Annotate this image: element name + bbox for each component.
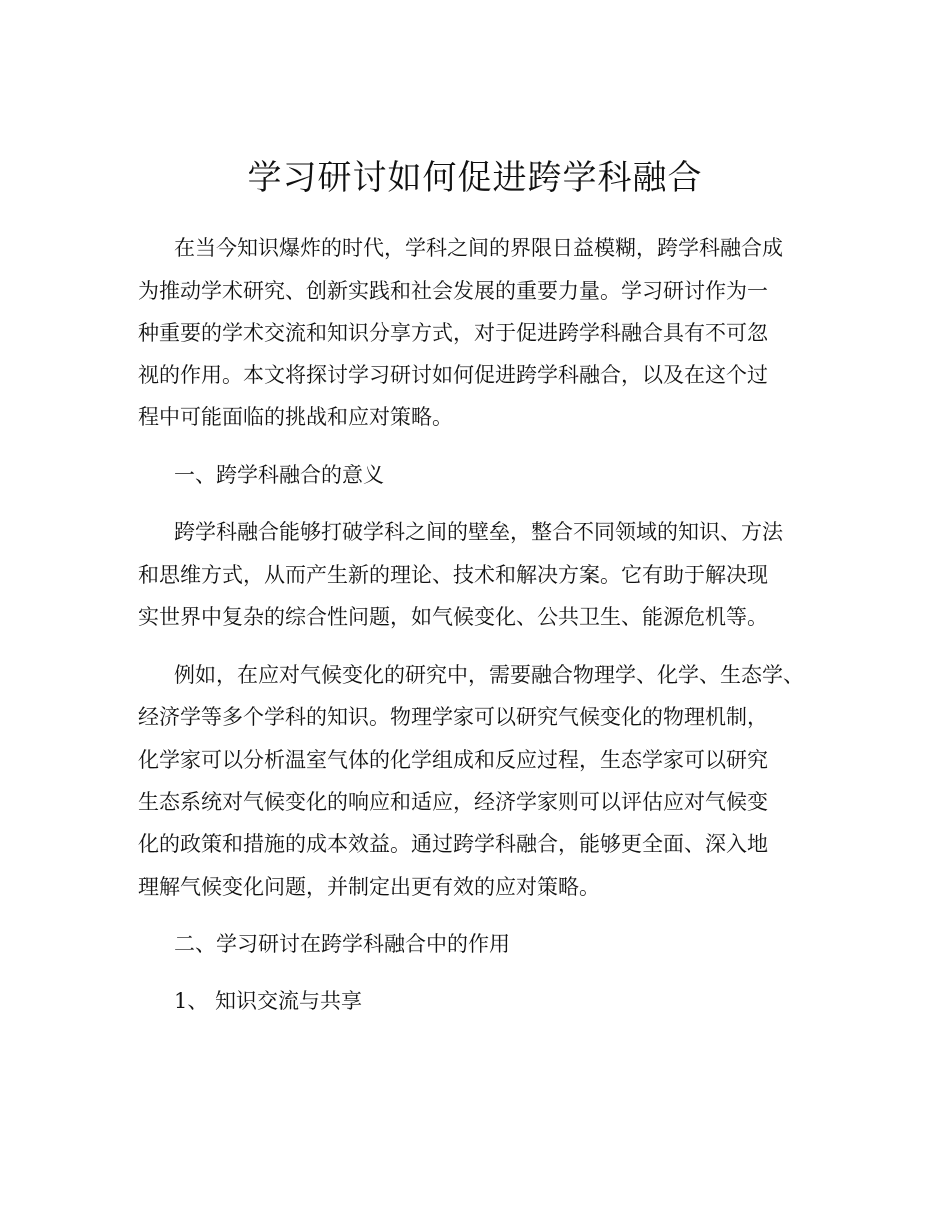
section1-para1-line-2: 和思维方式，从而产生新的理论、技术和解决方案。它有助于解决现 <box>138 563 768 587</box>
section1-para2-line-6: 理解气候变化问题，并制定出更有效的应对策略。 <box>138 875 600 899</box>
intro-line-5: 程中可能面临的挑战和应对策略。 <box>138 405 453 429</box>
section1-heading: 一、跨学科融合的意义 <box>174 463 384 487</box>
section1-para2-line-2: 经济学等多个学科的知识。物理学家可以研究气候变化的物理机制， <box>138 705 768 729</box>
section1-para2-line-3: 化学家可以分析温室气体的化学组成和反应过程，生态学家可以研究 <box>138 748 768 772</box>
section1-para2-line-5: 化的政策和措施的成本效益。通过跨学科融合，能够更全面、深入地 <box>138 832 768 856</box>
section2-heading: 二、学习研讨在跨学科融合中的作用 <box>174 932 510 956</box>
section1-para2-line-4: 生态系统对气候变化的响应和适应，经济学家则可以评估应对气候变 <box>138 790 768 814</box>
subsection1-heading: 1、 知识交流与共享 <box>174 989 363 1013</box>
section1-para2-line-1: 例如，在应对气候变化的研究中，需要融合物理学、化学、生态学、 <box>174 663 804 687</box>
intro-line-4: 视的作用。本文将探讨学习研讨如何促进跨学科融合，以及在这个过 <box>138 363 768 387</box>
section1-para1-line-3: 实世界中复杂的综合性问题，如气候变化、公共卫生、能源危机等。 <box>138 605 768 629</box>
document-title: 学习研讨如何促进跨学科融合 <box>247 158 703 198</box>
intro-line-3: 种重要的学术交流和知识分享方式，对于促进跨学科融合具有不可忽 <box>138 321 768 345</box>
intro-line-2: 为推动学术研究、创新实践和社会发展的重要力量。学习研讨作为一 <box>138 279 768 303</box>
section1-para1-line-1: 跨学科融合能够打破学科之间的壁垒，整合不同领域的知识、方法 <box>174 520 783 544</box>
intro-line-1: 在当今知识爆炸的时代，学科之间的界限日益模糊，跨学科融合成 <box>174 236 783 260</box>
